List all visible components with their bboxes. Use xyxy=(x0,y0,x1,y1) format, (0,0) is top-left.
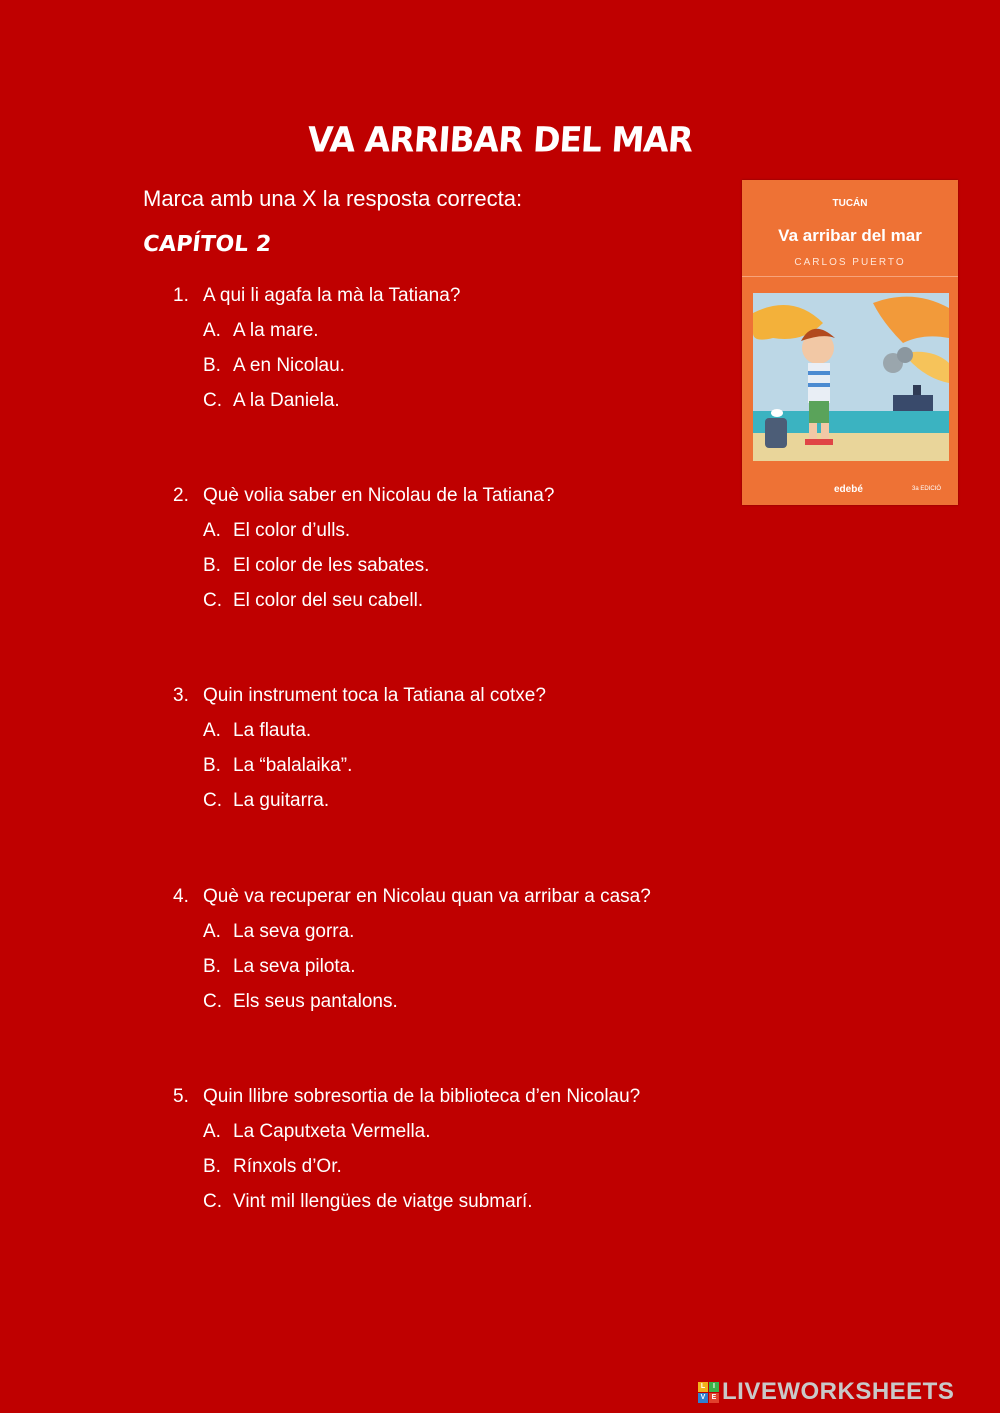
option-text: El color d’ulls. xyxy=(233,520,351,541)
option-text: Els seus pantalons. xyxy=(233,991,398,1012)
option-letter: C. xyxy=(203,390,222,411)
option-text: La guitarra. xyxy=(233,790,330,811)
liveworksheets-text: LIVEWORKSHEETS xyxy=(722,1378,955,1405)
logo-letter: L xyxy=(698,1382,708,1392)
option-b[interactable] xyxy=(173,1155,640,1190)
logo-letter: V xyxy=(698,1393,708,1403)
question-5 xyxy=(173,1085,640,1225)
option-letter: A. xyxy=(203,921,221,942)
option-letter: B. xyxy=(203,1156,221,1177)
option-c[interactable] xyxy=(173,589,554,624)
cover-illustration xyxy=(753,293,949,461)
option-b[interactable] xyxy=(173,554,554,589)
question-number: 2. xyxy=(173,485,189,506)
cover-publisher: edebé xyxy=(834,484,863,495)
option-text: A en Nicolau. xyxy=(233,355,345,376)
option-b[interactable] xyxy=(173,754,546,789)
chapter-heading: CAPÍTOL 2 xyxy=(141,232,273,257)
question-1 xyxy=(173,284,460,424)
question-text: Què volia saber en Nicolau de la Tatiana? xyxy=(203,485,555,506)
option-letter: B. xyxy=(203,755,221,776)
question-number: 1. xyxy=(173,285,189,306)
option-letter: B. xyxy=(203,555,221,576)
option-text: Rínxols d’Or. xyxy=(233,1156,342,1177)
instruction-text: Marca amb una X la resposta correcta: xyxy=(143,186,523,211)
option-a[interactable] xyxy=(173,319,460,354)
cover-divider xyxy=(742,276,958,277)
question-3 xyxy=(173,684,546,824)
cover-edition: 3a EDICIÓ xyxy=(912,486,942,492)
option-b[interactable] xyxy=(173,354,460,389)
question-number: 5. xyxy=(173,1086,189,1107)
option-text: Vint mil llengües de viatge submarí. xyxy=(233,1191,533,1212)
cover-brand: TUCÁN xyxy=(832,198,868,209)
option-text: La “balalaika”. xyxy=(233,755,353,776)
question-text: A qui li agafa la mà la Tatiana? xyxy=(203,285,461,306)
option-letter: A. xyxy=(203,320,221,341)
liveworksheets-watermark xyxy=(698,1378,954,1406)
logo-letter: I xyxy=(709,1382,719,1392)
liveworksheets-logo-icon xyxy=(698,1382,719,1403)
option-letter: C. xyxy=(203,590,222,611)
option-a[interactable] xyxy=(173,519,554,554)
book-cover xyxy=(742,180,958,505)
option-text: A la Daniela. xyxy=(233,390,340,411)
option-text: La Caputxeta Vermella. xyxy=(233,1121,431,1142)
question-2 xyxy=(173,484,554,624)
option-c[interactable] xyxy=(173,990,651,1025)
cover-title: Va arribar del mar xyxy=(778,226,922,245)
option-c[interactable] xyxy=(173,389,460,424)
option-text: El color de les sabates. xyxy=(233,555,430,576)
option-c[interactable] xyxy=(173,789,546,824)
question-text: Quin instrument toca la Tatiana al cotxe? xyxy=(203,685,546,706)
question-number: 4. xyxy=(173,886,189,907)
option-letter: A. xyxy=(203,720,221,741)
option-text: El color del seu cabell. xyxy=(233,590,424,611)
option-text: La flauta. xyxy=(233,720,312,741)
option-letter: B. xyxy=(203,956,221,977)
option-b[interactable] xyxy=(173,955,651,990)
option-a[interactable] xyxy=(173,1120,640,1155)
option-letter: C. xyxy=(203,991,222,1012)
question-number: 3. xyxy=(173,685,189,706)
option-letter: B. xyxy=(203,355,221,376)
option-a[interactable] xyxy=(173,719,546,754)
question-text: Què va recuperar en Nicolau quan va arribar a casa? xyxy=(203,886,651,907)
cover-author: CARLOS PUERTO xyxy=(794,257,906,268)
option-a[interactable] xyxy=(173,920,651,955)
page-title: VA ARRIBAR DEL MAR xyxy=(306,119,694,160)
question-4 xyxy=(173,885,651,1025)
option-text: La seva pilota. xyxy=(233,956,356,977)
option-text: La seva gorra. xyxy=(233,921,355,942)
option-c[interactable] xyxy=(173,1190,640,1225)
question-text: Quin llibre sobresortia de la biblioteca d’en Nicolau? xyxy=(203,1086,641,1107)
option-letter: A. xyxy=(203,520,221,541)
option-letter: A. xyxy=(203,1121,221,1142)
option-letter: C. xyxy=(203,1191,222,1212)
logo-letter: E xyxy=(709,1393,719,1403)
option-text: A la mare. xyxy=(233,320,319,341)
option-letter: C. xyxy=(203,790,222,811)
